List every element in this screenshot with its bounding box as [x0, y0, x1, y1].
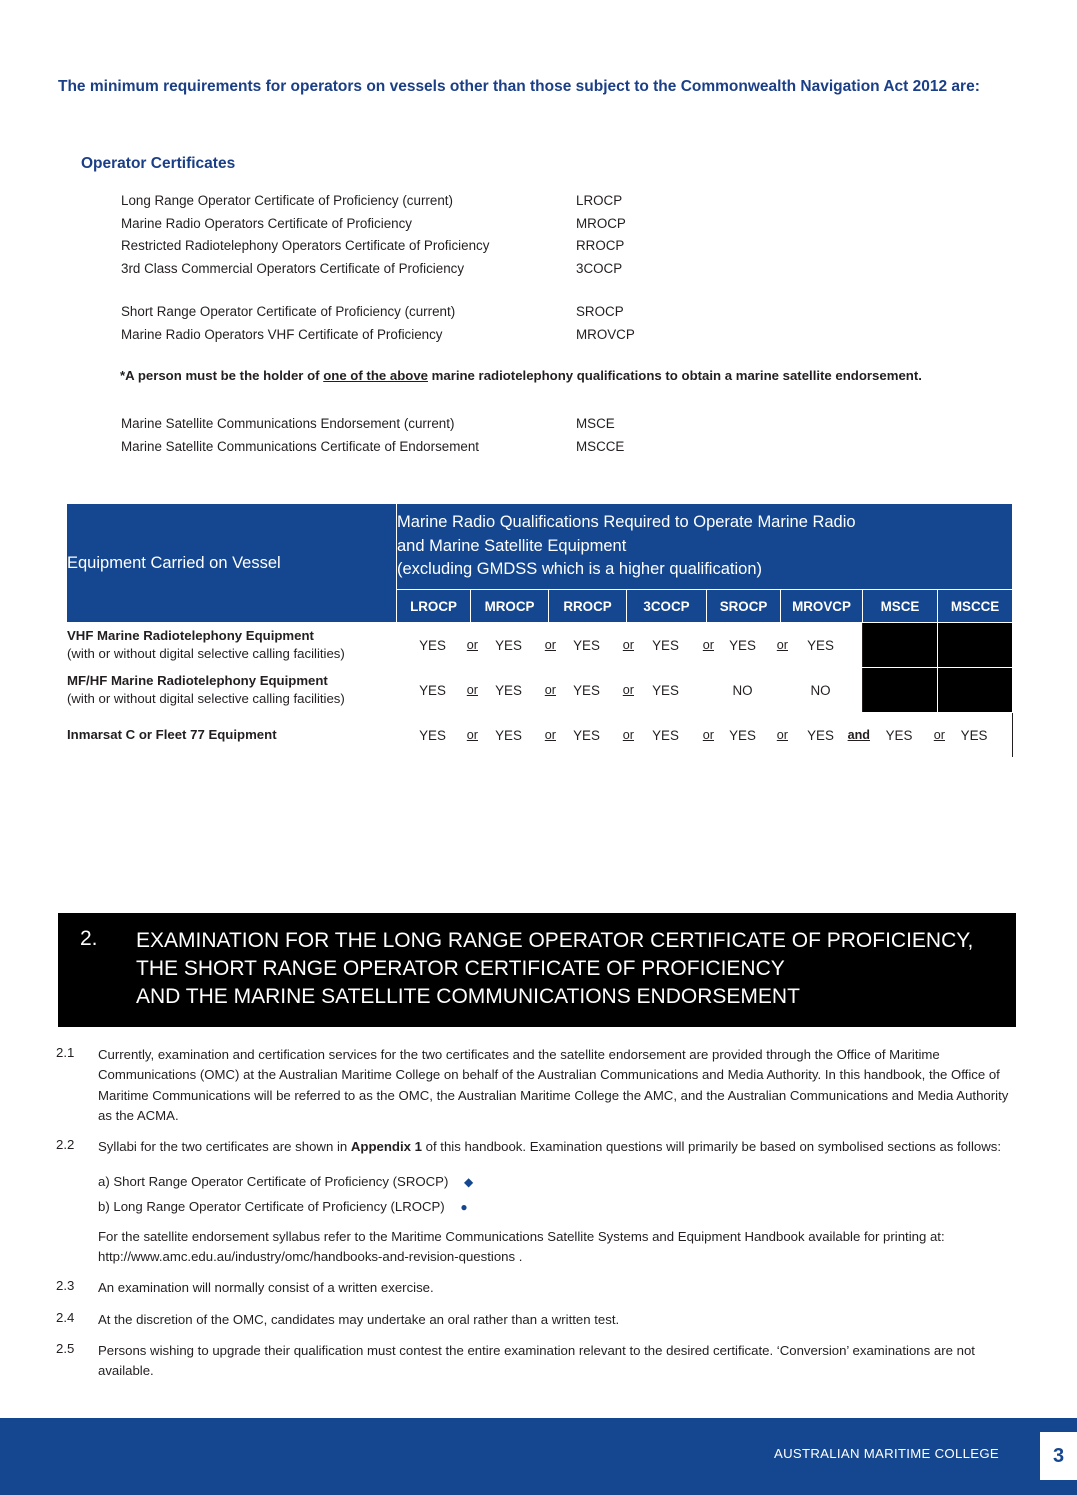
matrix-cell — [938, 713, 1013, 758]
matrix-cell — [549, 668, 634, 713]
matrix-cell — [471, 623, 556, 668]
matrix-cell-conjunction: or — [702, 638, 714, 652]
list-item-lrocp — [98, 1194, 1018, 1219]
matrix-row-label-sub: (with or without digital selective calling facilities) — [67, 691, 345, 706]
section-2-body — [56, 1045, 1018, 1393]
matrix-cell-blocked — [938, 668, 1013, 713]
matrix-cell-value: NO — [732, 682, 753, 698]
satellite-endorsement-note — [120, 368, 922, 383]
matrix-right-header-line1: Marine Radio Qualifications Required to Operate Marine Radio — [397, 513, 856, 532]
paragraph-text: At the discretion of the OMC, candidates may undertake an oral rather than a written test. — [98, 1311, 620, 1327]
matrix-cell-value: YES — [419, 682, 446, 698]
matrix-column-header: 3COCP — [627, 590, 707, 623]
list-item — [121, 213, 726, 236]
intro-paragraph: The minimum requirements for operators on vessels other than those subject to the Commonwealth Navigation Act 2012 are: — [58, 78, 980, 95]
matrix-cell-conjunction: or — [622, 683, 634, 697]
paragraph-text-after: of this handbook. Examination questions will primarily be based on symbolised sections as follows: — [421, 1139, 1002, 1155]
table-row — [67, 623, 1013, 668]
matrix-cell — [471, 713, 556, 758]
matrix-cell-conjunction: or — [776, 728, 788, 742]
matrix-column-header: MSCCE — [938, 590, 1013, 623]
matrix-cell — [781, 668, 863, 713]
matrix-column-header: SROCP — [707, 590, 781, 623]
section-title-line-2: THE SHORT RANGE OPERATOR CERTIFICATE OF PROFICIENCY — [136, 956, 785, 980]
matrix-cell-value: YES — [885, 727, 913, 743]
matrix-cell-value: YES — [495, 637, 522, 653]
matrix-right-header-line3: (excluding GMDSS which is a higher qualification) — [397, 560, 762, 579]
certificate-abbr: LROCP — [576, 193, 623, 208]
note-underlined-text: one of the above — [323, 368, 428, 383]
paragraph-text: Persons wishing to upgrade their qualification must contest the entire examination relevant to the desired certificate. ‘Conversion’ examinations are not available. — [98, 1343, 975, 1379]
matrix-cell-value: NO — [810, 682, 831, 698]
paragraph-2-2 — [56, 1137, 1018, 1157]
matrix-cell-conjunction: or — [544, 728, 556, 742]
section-2-banner — [58, 913, 1016, 1027]
matrix-header-row-1 — [67, 504, 1013, 590]
matrix-cell — [781, 623, 863, 668]
matrix-cell-value: YES — [495, 727, 522, 743]
matrix-cell-blocked — [863, 623, 938, 668]
matrix-cell-conjunction: or — [466, 728, 478, 742]
matrix-cell — [707, 668, 781, 713]
operator-certificates-heading: Operator Certificates — [81, 155, 236, 172]
matrix-cell-conjunction: or — [933, 728, 945, 742]
paragraph-number: 2.1 — [56, 1045, 75, 1060]
matrix-right-header-line2: and Marine Satellite Equipment — [397, 536, 627, 555]
matrix-cell-blocked — [863, 668, 938, 713]
matrix-cell-value: YES — [495, 682, 522, 698]
matrix-row-label-title: MF/HF Marine Radiotelephony Equipment — [67, 673, 328, 689]
paragraph-2-1 — [56, 1045, 1018, 1126]
matrix-column-header: MROVCP — [781, 590, 863, 623]
list-item — [121, 324, 726, 347]
matrix-cell-value: YES — [729, 727, 756, 743]
paragraph-2-4 — [56, 1310, 1018, 1330]
certificate-name: Marine Satellite Communications Certificate of Endorsement — [121, 438, 479, 454]
list-item — [121, 436, 726, 459]
note-suffix: marine radiotelephony qualifications to obtain a marine satellite endorsement. — [427, 368, 922, 383]
certificate-abbr: MSCCE — [576, 438, 625, 454]
paragraph-number: 2.2 — [56, 1137, 75, 1153]
matrix-cell — [627, 668, 707, 713]
matrix-cell — [471, 668, 556, 713]
section-number: 2. — [80, 927, 98, 950]
footer-organisation: AUSTRALIAN MARITIME COLLEGE — [773, 1446, 999, 1461]
syllabus-symbol-list — [98, 1169, 1018, 1219]
matrix-cell — [397, 623, 478, 668]
matrix-cell — [397, 668, 478, 713]
certificate-abbr: SROCP — [576, 304, 624, 319]
certificate-abbr: MROCP — [576, 215, 626, 231]
matrix-cell — [549, 713, 634, 758]
note-prefix: *A person must be the holder of — [120, 368, 324, 383]
certificate-abbr: MROVCP — [576, 326, 635, 342]
matrix-column-header: MROCP — [471, 590, 549, 623]
matrix-cell-value: YES — [807, 727, 834, 743]
certificate-name: Marine Radio Operators Certificate of Proficiency — [121, 215, 412, 231]
matrix-cell — [627, 713, 714, 758]
matrix-column-header: LROCP — [397, 590, 471, 623]
lrocp-syllabus-label: b) Long Range Operator Certificate of Proficiency (LROCP) — [98, 1198, 445, 1214]
matrix-column-header: MSCE — [863, 590, 938, 623]
paragraph-number: 2.5 — [56, 1341, 75, 1357]
matrix-column-header: RROCP — [549, 590, 627, 623]
satellite-syllabus-note: For the satellite endorsement syllabus refer to the Maritime Communications Satellite Systems and Equipment Handbook available for printing at: http://www.amc.edu.au/industry/omc/handbooks-and-revision-questions . — [98, 1228, 945, 1265]
table-row — [67, 668, 1013, 713]
matrix-cell — [549, 623, 634, 668]
matrix-cell-value: YES — [573, 682, 600, 698]
matrix-row-label — [67, 623, 397, 668]
matrix-cell — [781, 713, 870, 758]
certificate-name: Marine Satellite Communications Endorsement (current) — [121, 416, 455, 431]
paragraph-2-5 — [56, 1341, 1018, 1382]
matrix-row-label-title: Inmarsat C or Fleet 77 Equipment — [67, 727, 277, 743]
certificate-name: 3rd Class Commercial Operators Certificate of Proficiency — [121, 261, 465, 277]
matrix-cell-value: YES — [419, 727, 446, 743]
matrix-cell — [707, 713, 788, 758]
list-item — [121, 301, 726, 324]
matrix-cell-conjunction: or — [776, 638, 788, 652]
certificate-name: Short Range Operator Certificate of Proficiency (current) — [121, 304, 456, 319]
matrix-cell-conjunction: and — [847, 728, 870, 742]
table-row — [67, 713, 1013, 758]
list-item — [121, 258, 726, 281]
paragraph-2-3 — [56, 1278, 1018, 1298]
paragraph-text: Currently, examination and certification services for the two certificates and the satellite endorsement are provided through the Office of Maritime Communications (OMC) at the Australian Maritime College on behalf of the Australian Communications and Media Authority. In this handbook, the Office of Maritime Communications will be referred to as the OMC, the Australian Maritime College the AMC, and the Australian Communications and Media Authority as the ACMA. — [98, 1047, 1009, 1123]
paragraph-number: 2.3 — [56, 1278, 75, 1294]
circle-symbol-icon: ● — [460, 1199, 468, 1214]
certificate-list-group-2 — [121, 301, 726, 346]
paragraph-text-before: Syllabi for the two certificates are shown in — [98, 1139, 351, 1155]
certificate-name: Restricted Radiotelephony Operators Certificate of Proficiency — [121, 238, 490, 254]
list-item — [121, 413, 726, 436]
certificate-abbr: MSCE — [576, 416, 615, 431]
list-item-srocp — [98, 1169, 1018, 1194]
matrix-cell-value: YES — [807, 637, 834, 653]
certificate-abbr: 3COCP — [576, 261, 623, 277]
certificate-name: Marine Radio Operators VHF Certificate of Proficiency — [121, 326, 443, 342]
matrix-cell-value: YES — [573, 637, 600, 653]
certificate-list-group-1 — [121, 190, 726, 281]
matrix-cell-value: YES — [652, 637, 679, 653]
matrix-row-label — [67, 713, 397, 758]
matrix-cell-conjunction: or — [622, 728, 634, 742]
matrix-cell — [707, 623, 788, 668]
paragraph-text: An examination will normally consist of a written exercise. — [98, 1280, 434, 1296]
matrix-cell-value: YES — [419, 637, 446, 653]
matrix-cell-conjunction: or — [544, 638, 556, 652]
matrix-cell-blocked — [938, 623, 1013, 668]
section-title-line-3: AND THE MARINE SATELLITE COMMUNICATIONS ENDORSEMENT — [136, 984, 800, 1008]
matrix-cell-value: YES — [652, 682, 679, 698]
list-item — [121, 190, 726, 213]
diamond-symbol-icon: ◆ — [464, 1174, 474, 1189]
matrix-cell-value: YES — [573, 727, 600, 743]
matrix-cell-conjunction: or — [544, 683, 556, 697]
matrix-cell-value: YES — [652, 727, 679, 743]
srocp-syllabus-label: a) Short Range Operator Certificate of Proficiency (SROCP) — [98, 1173, 449, 1189]
matrix-cell-conjunction: or — [702, 728, 714, 742]
matrix-left-header: Equipment Carried on Vessel — [67, 504, 397, 623]
certificate-list-group-3 — [121, 413, 726, 458]
matrix-row-label-title: VHF Marine Radiotelephony Equipment — [67, 628, 314, 644]
matrix-cell-value: YES — [960, 727, 988, 743]
matrix-row-label-sub: (with or without digital selective calling facilities) — [67, 646, 345, 661]
matrix-cell-value: YES — [729, 637, 756, 653]
certificate-abbr: RROCP — [576, 238, 625, 254]
matrix-cell — [627, 623, 714, 668]
page-number: 3 — [1040, 1432, 1077, 1480]
matrix-cell — [863, 713, 945, 758]
matrix-cell-conjunction: or — [622, 638, 634, 652]
section-title-line-1: EXAMINATION FOR THE LONG RANGE OPERATOR CERTIFICATE OF PROFICIENCY, — [136, 929, 974, 952]
appendix-reference: Appendix 1 — [350, 1139, 422, 1155]
paragraph-text — [98, 1137, 1018, 1157]
matrix-row-label — [67, 668, 397, 713]
list-item — [121, 235, 726, 258]
certificate-name: Long Range Operator Certificate of Proficiency (current) — [121, 193, 453, 208]
matrix-cell — [397, 713, 478, 758]
matrix-right-header — [397, 504, 1013, 590]
matrix-cell-conjunction: or — [466, 683, 478, 697]
section-title — [136, 927, 973, 1011]
paragraph-number: 2.4 — [56, 1309, 75, 1325]
matrix-cell-conjunction: or — [466, 638, 478, 652]
equipment-qualification-matrix — [66, 503, 1013, 758]
